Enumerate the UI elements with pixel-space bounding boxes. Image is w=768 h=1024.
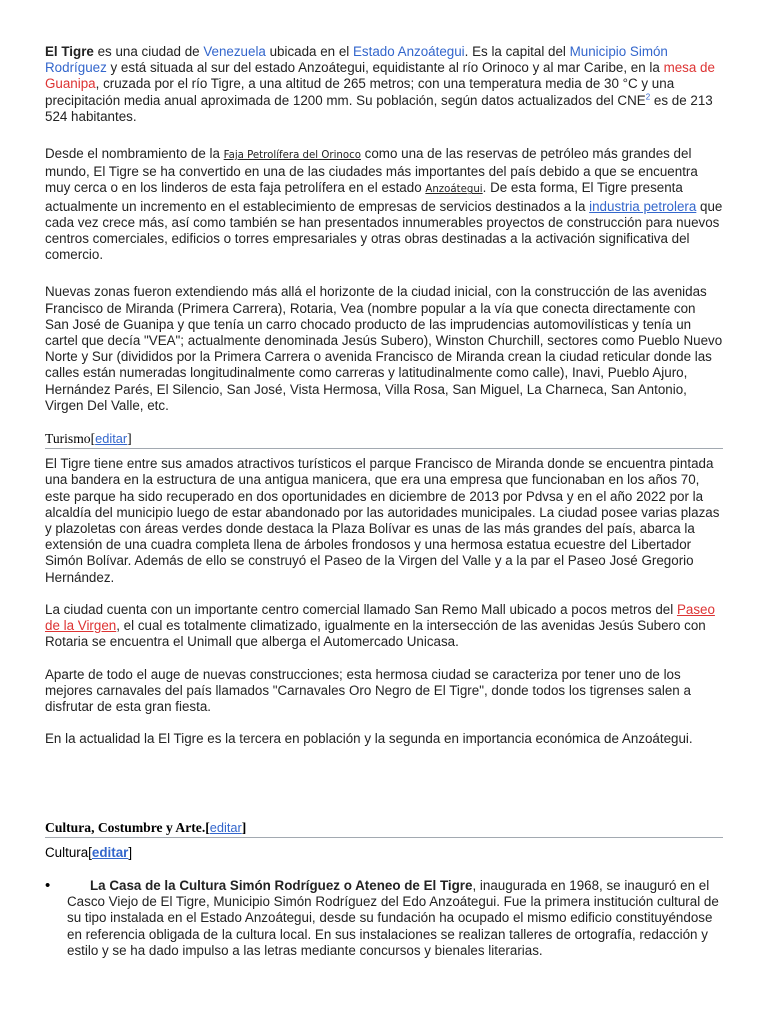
reference-superscript[interactable]: 2	[645, 92, 651, 102]
bracket: [	[88, 845, 92, 860]
list-item-lead: La Casa de la Cultura Simón Rodríguez o Ateneo de El Tigre	[90, 878, 473, 893]
link-faja-petrolifera[interactable]: Faja Petrolífera del Orinoco	[223, 150, 361, 162]
text-segment: y está situada al sur del estado Anzoátegui, equidistante al río Orinoco y al mar Caribe, en la	[106, 60, 664, 76]
text-segment: . Es la capital del	[464, 44, 570, 59]
subsection-title: Cultura	[45, 845, 89, 860]
bracket: [	[205, 820, 210, 835]
text-segment: , inaugurada en 1968, se inauguró en el Casco Viejo de El Tigre, Municipio Simón Rodríguez del Edo Anzoátegui. Fue la primera institución cultural de su tipo instalada en el Estado Anzoátegui, desde su fundación ha ocupado el mismo edificio constituyéndose en referencia obligada de la cultura local. En sus instalaciones se realizan talleres de ortografía, redacción y estilo y se ha dado impulso a las letras mediante concursos y bienales literarias.	[67, 878, 719, 958]
redlink-mesa-de-guanipa[interactable]: mesa de Guanipa	[45, 60, 715, 92]
edit-link-turismo[interactable]: editar	[95, 431, 128, 447]
text-segment: . De esta forma, El Tigre presenta actualmente un incremento en el establecimiento de empresas de servicios destinados a la	[45, 180, 683, 214]
intro-paragraph	[45, 44, 723, 125]
section-heading-cultura	[45, 820, 723, 838]
text-segment: , el cual es totalmente climatizado, igualmente en la intersección de las avenidas Jesús Subero con Rotaria se encuentra el Unimall que alberga el Automercado Unicasa.	[45, 618, 706, 650]
subsection-heading-cultura	[45, 845, 132, 861]
link-municipio-simon-rodriguez[interactable]: Municipio Simón Rodríguez	[45, 44, 668, 76]
bracket: ]	[128, 845, 133, 860]
carnival-paragraph: Aparte de todo el auge de nuevas construcciones; esta hermosa ciudad se caracteriza por tener uno de los mejores carnavales del país llamados "Carnavales Oro Negro de El Tigre", donde todos los tigrenses salen a disfrutar de esta gran fiesta.	[45, 666, 691, 714]
article-body	[45, 44, 723, 747]
link-venezuela[interactable]: Venezuela	[203, 44, 266, 59]
list-item-text	[67, 878, 719, 959]
oil-belt-paragraph	[45, 146, 723, 263]
text-segment: es de 213 524 habitantes.	[45, 92, 713, 124]
edit-link-cultura[interactable]: editar	[91, 845, 129, 860]
bracket: [	[90, 431, 96, 447]
mall-paragraph	[45, 602, 723, 651]
section-title: Cultura, Costumbre y Arte.	[45, 820, 206, 835]
bracket: ]	[127, 431, 132, 447]
text-segment: , cruzada por el río Tigre, a una altitud de 265 metros; con una temperatura media de 30 °C y una precipitación media anual aproximada de 1200 mm. Su población, según datos actualizados del CNE	[45, 76, 675, 108]
text-segment: ubicada en el	[265, 44, 353, 59]
link-industria-petrolera[interactable]: industria petrolera	[589, 198, 697, 214]
tourism-paragraph: El Tigre tiene entre sus amados atractivos turísticos el parque Francisco de Miranda donde se encuentra pintada una bandera en la estructura de una antigua manicera, que era una empresa que funcionaban en los años 70, este parque ha sido recuperado en dos oportunidades en diciembre de 2013 por Pdvsa y en el año 2022 por la alcaldía del municipio luego de estar abandonado por las autoridades municipales. La ciudad posee varias plazas y plazoletas con áreas verdes donde destaca la Plaza Bolívar es unas de las más grandes del país, abarca la extensión de una cuadra completa llena de árboles frondosos y una hermosa estatua ecuestre del Libertador Simón Bolívar. Además de ello se construyó el Paseo de la Virgen del Valle y a la par el Paseo José Gregorio Hernández.	[45, 456, 720, 585]
link-estado-anzoategui[interactable]: Estado Anzoátegui	[352, 44, 465, 59]
section-title: Turismo	[45, 431, 91, 447]
text-segment: Desde el nombramiento de la	[45, 146, 224, 162]
link-anzoategui[interactable]: Anzoátegui	[425, 184, 483, 196]
ranking-paragraph: En la actualidad la El Tigre es la tercera en población y la segunda en importancia económica de Anzoátegui.	[45, 731, 693, 747]
text-segment: como una de las reservas de petróleo más grandes del mundo, El Tigre se ha convertido en una de las ciudades más importantes del país debido a que se encuentra muy cerca o en los linderos de esta faja petrolífera en el estado	[45, 146, 698, 196]
expansion-paragraph: Nuevas zonas fueron extendiendo más allá el horizonte de la ciudad inicial, con la construcción de las avenidas Francisco de Miranda (Primera Carrera), Rotaria, Vea (nombre popular a la vía que conecta directamente con San José de Guanipa y que tenía un carro chocado producto de las imprudencias automovilísticas y tenía un cartel que decía "VEA"; actualmente denominada Jesús Subero), Winston Churchill, sectores como Pueblo Nuevo Norte y Sur (divididos por la Primera Carrera o avenida Francisco de Miranda crean la ciudad reticular donde las calles están numeradas longitudinalmente como carreras y latitudinalmente como calle), Inavi, Pueblo Ajuro, Hernández Parés, El Silencio, San José, Vista Hermosa, Villa Rosa, San Miguel, La Charneca, San Antonio, Virgen Del Valle, etc.	[45, 284, 723, 413]
text-segment: que cada vez crece más, así como también se han presentados innumerables proyectos de construcción para nuevos centros comerciales, edificios o torres empresariales y otras obras destinadas a la activación significativa del comercio.	[45, 198, 723, 263]
edit-link-cultura-costumbre[interactable]: editar	[209, 820, 242, 835]
text-segment: La ciudad cuenta con un importante centro comercial llamado San Remo Mall ubicado a pocos metros del	[45, 601, 677, 617]
text-segment: es una ciudad de	[93, 44, 204, 59]
redlink-paseo-de-la-virgen[interactable]: Paseo de la Virgen	[45, 601, 715, 634]
bracket: ]	[241, 820, 247, 835]
section-heading-turismo	[45, 431, 723, 449]
article-subject: El Tigre	[45, 44, 94, 59]
bullet-icon: •	[45, 877, 51, 894]
